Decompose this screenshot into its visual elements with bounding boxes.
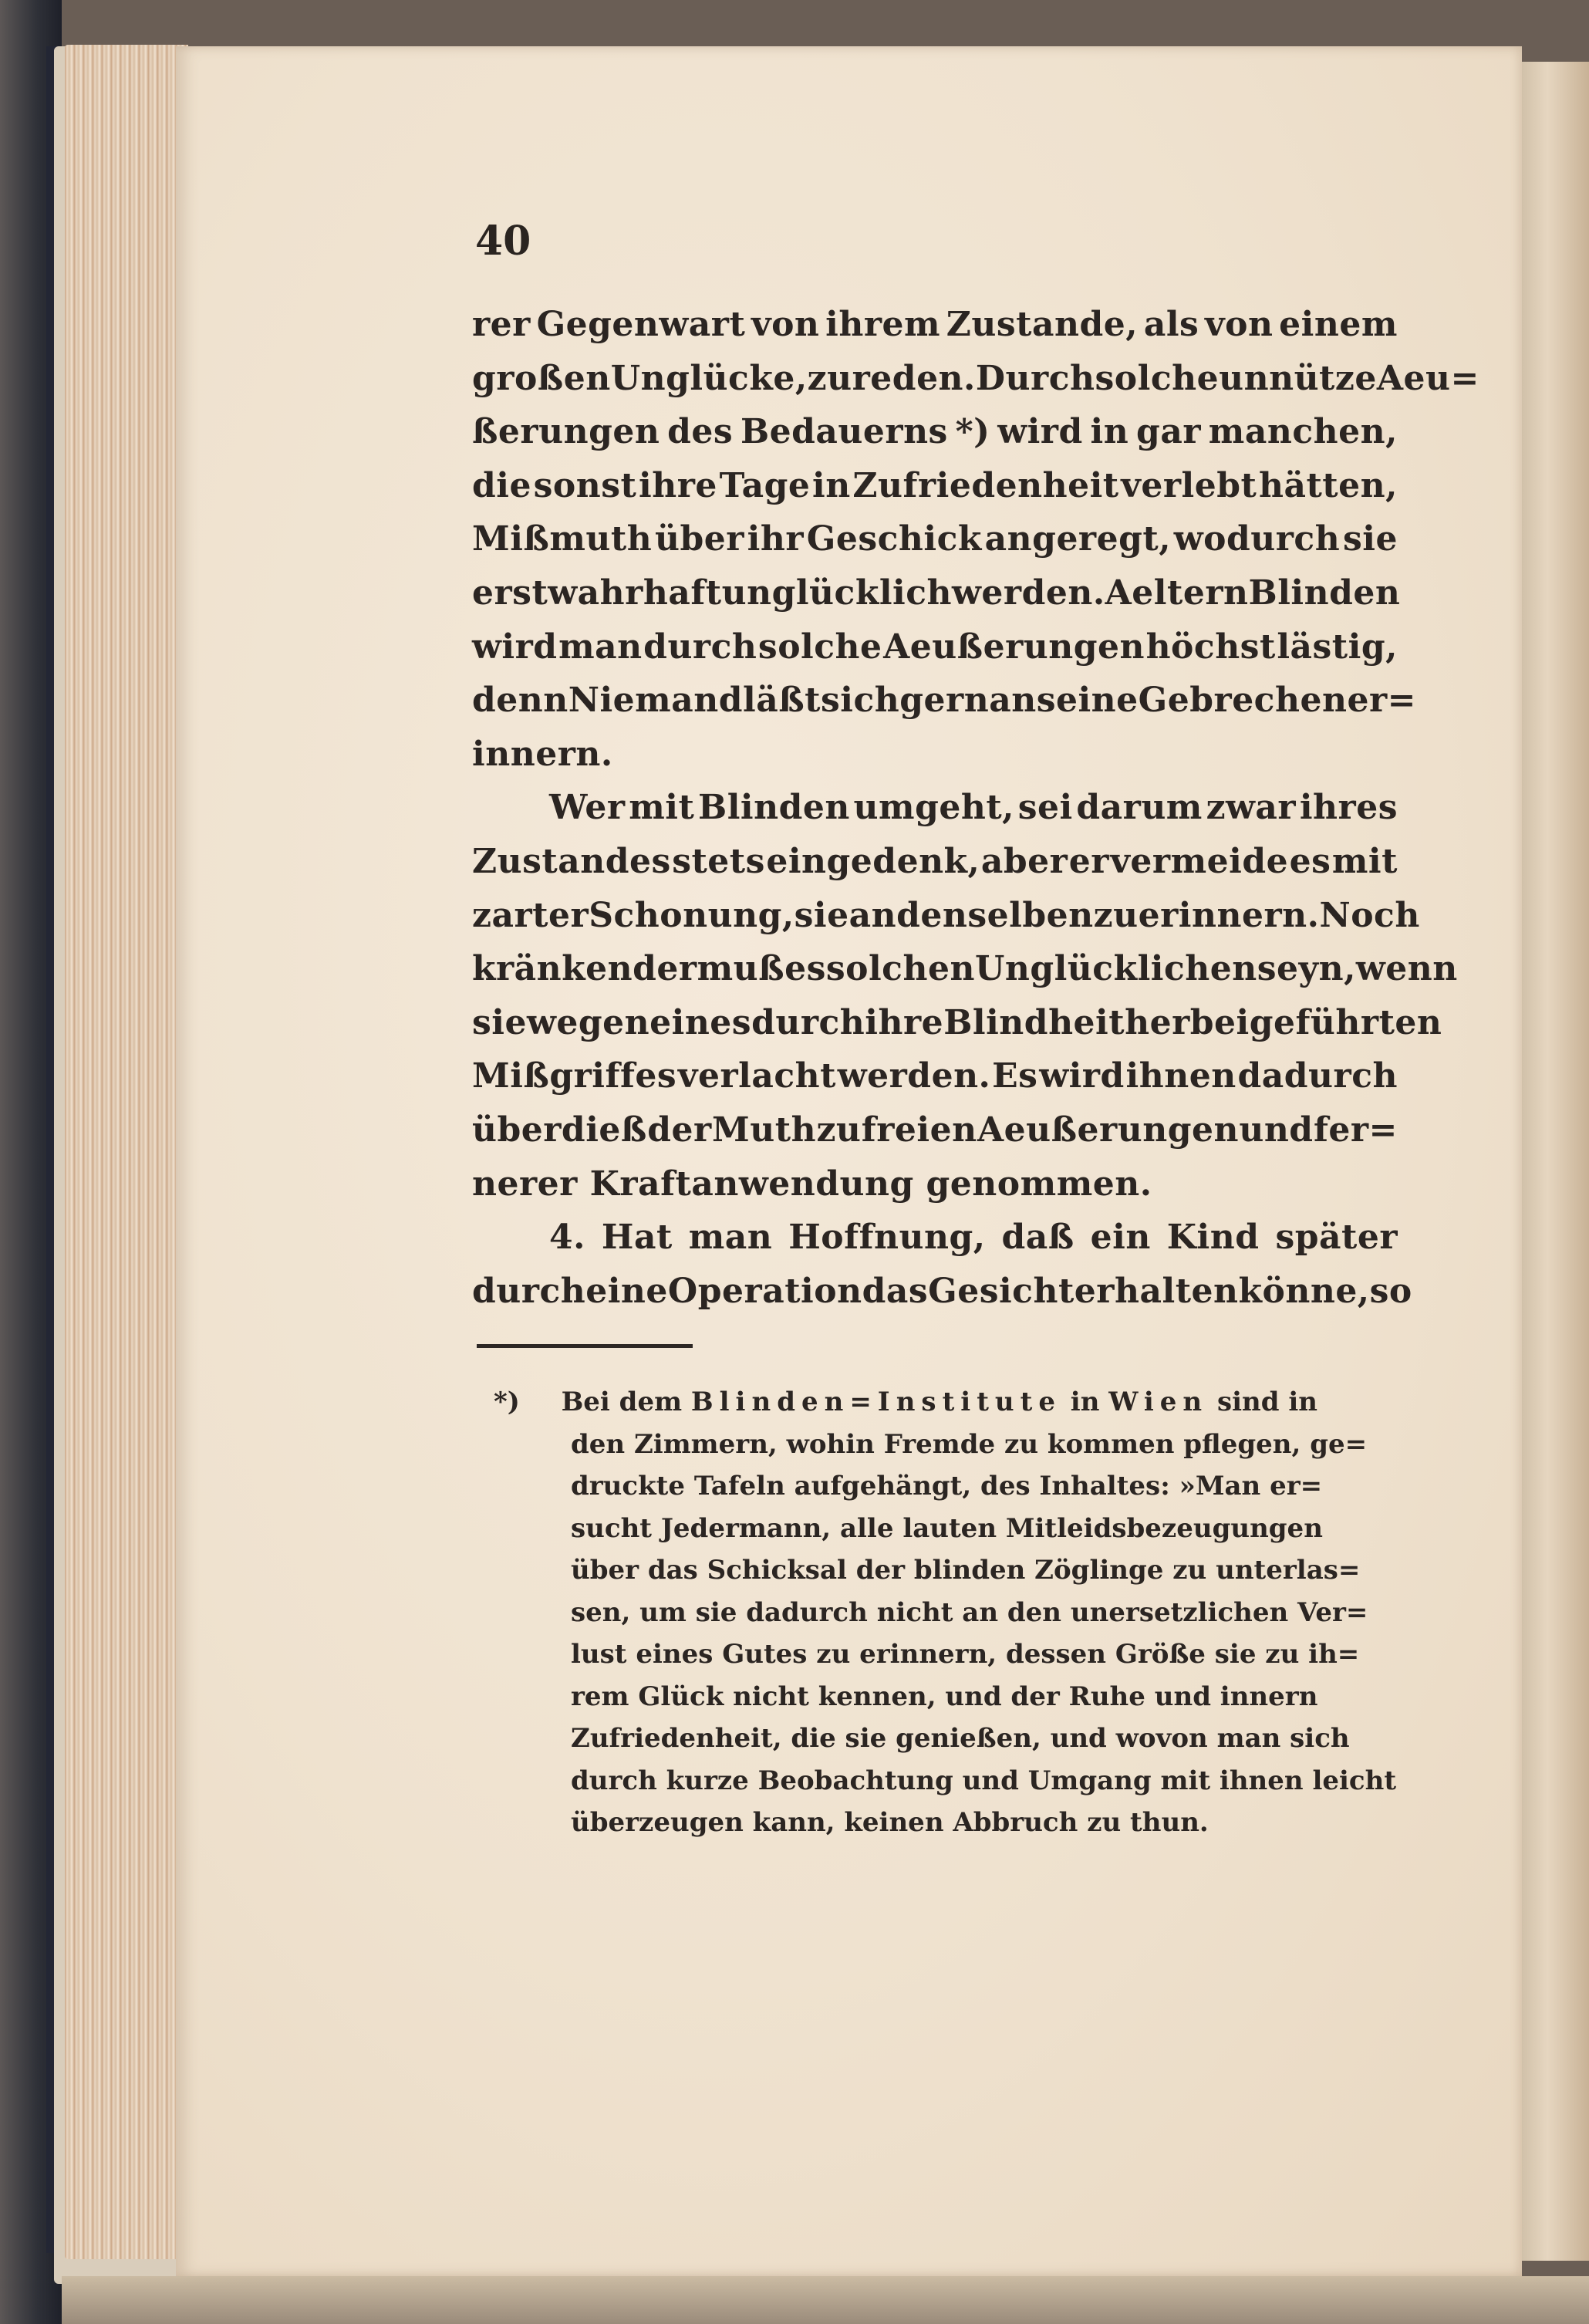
- page-number: 40: [475, 218, 531, 265]
- footnote-separator: [477, 1344, 693, 1348]
- footnote-first-line: [494, 1381, 1400, 1424]
- body-line: nerer Kraftanwendung genommen.: [472, 1164, 1152, 1204]
- body-line: 4. Hat man Hoffnung, daß ein Kind später: [549, 1218, 1398, 1258]
- footnote-emphasis: Wien: [1108, 1387, 1209, 1417]
- footnote-text: Bei dem: [561, 1387, 691, 1417]
- footnote-line: über das Schicksal der blinden Zöglinge zu unterlas=: [571, 1555, 1361, 1586]
- footnote-line: den Zimmern, wohin Fremde zu kommen pflegen, ge=: [571, 1428, 1368, 1460]
- footnote-line: sen, um sie dadurch nicht an den unersetzlichen Ver=: [571, 1596, 1368, 1628]
- footnote-line: druckte Tafeln aufgehängt, des Inhaltes: »Man er=: [571, 1471, 1323, 1501]
- body-line: innern.: [472, 734, 613, 774]
- footnote-line: überzeugen kann, keinen Abbruch zu thun.: [571, 1807, 1209, 1838]
- footnote: [494, 1381, 1400, 1844]
- footnote-line: Zufriedenheit, die sie genießen, und wovon man sich: [571, 1723, 1350, 1754]
- footnote-emphasis: Blinden=Institute: [690, 1387, 1061, 1417]
- body-line: erst wahrhaft unglücklich werden. Aeltern Blinden: [472, 573, 1401, 613]
- body-line: die sonst ihre Tage in Zufriedenheit verlebt hätten,: [472, 465, 1398, 505]
- footnote-text: in: [1061, 1387, 1109, 1417]
- body-line: rer Gegenwart von ihrem Zustande, als von einem: [472, 305, 1398, 344]
- body-text: [472, 298, 1479, 1318]
- body-line: überdieß der Muth zu freien Aeußerungen und fer=: [472, 1110, 1398, 1150]
- body-line: durch eine Operation das Gesicht erhalten könne, so: [472, 1271, 1412, 1311]
- footnote-text: sind in: [1208, 1387, 1318, 1417]
- body-line: sie wegen eines durch ihre Blindheit herbeigeführten: [472, 1002, 1442, 1042]
- body-line: ßerungen des Bedauerns *) wird in gar manchen,: [472, 412, 1398, 452]
- body-line: wird man durch solche Aeußerungen höchst lästig,: [472, 627, 1398, 667]
- body-line: Zustandes stets eingedenk, aber er vermeide es mit: [472, 841, 1398, 881]
- body-line: kränkender muß es solchen Unglücklichen seyn, wenn: [472, 949, 1458, 989]
- body-line: Mißgriffes verlacht werden. Es wird ihnen dadurch: [472, 1056, 1398, 1096]
- body-line: zarter Schonung, sie an denselben zu erinnern. Noch: [472, 895, 1420, 935]
- body-line: großen Unglücke, zu reden. Durch solche unnütze Aeu=: [472, 358, 1479, 398]
- body-line: denn Niemand läßt sich gern an seine Gebrechen er=: [472, 681, 1416, 721]
- footnote-line: durch kurze Beobachtung und Umgang mit ihnen leicht: [571, 1765, 1397, 1796]
- footnote-line: lust eines Gutes zu erinnern, dessen Größe sie zu ih=: [571, 1639, 1360, 1670]
- body-line: Wer mit Blinden umgeht, sei darum zwar ihres: [549, 788, 1398, 828]
- footnote-marker: *): [494, 1387, 520, 1417]
- body-line: Mißmuth über ihr Geschick angeregt, wodurch sie: [472, 519, 1398, 559]
- footnote-line: rem Glück nicht kennen, und der Ruhe und innern: [571, 1681, 1318, 1712]
- footnote-line: sucht Jedermann, alle lauten Mitleidsbezeugungen: [571, 1512, 1323, 1544]
